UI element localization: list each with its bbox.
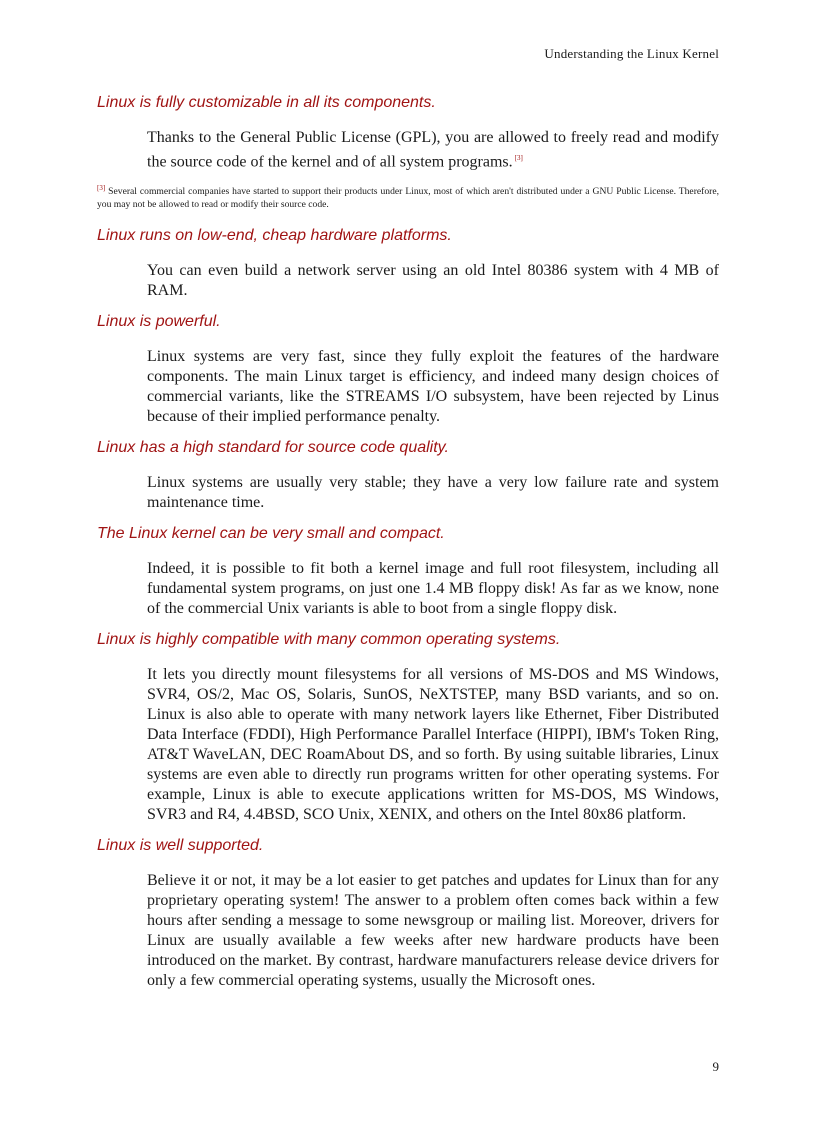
section-compatible — [97, 629, 719, 825]
footnote — [97, 182, 719, 210]
section-body: Indeed, it is possible to fit both a kernel image and full root filesystem, including all fundamental system programs, on just one 1.4 MB floppy disk! As far as we know, none of the commercial Unix variants is able to boot from a single floppy disk. — [147, 559, 719, 617]
section-heading: Linux is powerful. — [97, 312, 221, 330]
footnote-ref-link[interactable]: [3] — [514, 154, 523, 162]
section-body: Linux systems are very fast, since they fully exploit the features of the hardware components. The main Linux target is efficiency, and indeed many design choices of commercial variants, like the STREAMS I/O subsystem, have been rejected by Linus because of their implied performance penalty. — [147, 347, 719, 425]
section-body — [147, 128, 719, 172]
section-well-supported — [97, 835, 719, 991]
footnote-mark: [3] — [97, 184, 106, 193]
section-heading: Linux is fully customizable in all its components. — [97, 94, 436, 111]
section-heading: Linux runs on low-end, cheap hardware platforms. — [97, 226, 452, 244]
section-body: Linux systems are usually very stable; they have a very low failure rate and system maintenance time. — [147, 473, 719, 511]
section-powerful — [97, 311, 719, 427]
section-body-text: Thanks to the General Public License (GPL), you are allowed to freely read and modify the source code of the kernel and of all system programs. — [147, 129, 719, 171]
section-heading: Linux is highly compatible with many common operating systems. — [97, 630, 561, 648]
section-code-quality — [97, 437, 719, 513]
section-low-end-hardware — [97, 225, 719, 301]
section-body: You can even build a network server using an old Intel 80386 system with 4 MB of RAM. — [147, 261, 719, 299]
section-heading: Linux is well supported. — [97, 836, 264, 854]
section-body: It lets you directly mount filesystems for all versions of MS-DOS and MS Windows, SVR4, OS/2, Mac OS, Solaris, SunOS, NeXTSTEP, many BSD variants, and so on. Linux is also able to operate with many network layers like Ethernet, Fiber Distributed Data Interface (FDDI), High Performance Parallel Interface (HIPPI), IBM's Token Ring, AT&T WaveLAN, DEC RoamAbout DS, and so forth. By using suitable libraries, Linux systems are even able to directly run programs written for other operating systems. For example, Linux is able to execute applications written for MS-DOS, MS Windows, SVR3 and R4, 4.4BSD, SCO Unix, XENIX, and others on the Intel 80x86 platform. — [147, 665, 719, 823]
section-heading: The Linux kernel can be very small and compact. — [97, 524, 445, 542]
page-number: 9 — [712, 1059, 719, 1074]
section-small-compact — [97, 523, 719, 619]
section-heading: Linux has a high standard for source code quality. — [97, 438, 449, 456]
page-content — [97, 92, 719, 1001]
running-header: Understanding the Linux Kernel — [544, 46, 719, 61]
section-customizable — [97, 92, 719, 172]
section-body: Believe it or not, it may be a lot easier to get patches and updates for Linux than for any proprietary operating system! The answer to a problem often comes back within a few hours after sending a message to some newsgroup or mailing list. Moreover, drivers for Linux are usually available a few weeks after new hardware products have been introduced on the market. By contrast, hardware manufacturers release device drivers for only a few commercial operating systems, usually the Microsoft ones. — [147, 871, 719, 989]
footnote-text: Several commercial companies have started to support their products under Linux, most of which aren't distributed under a GNU Public License. Therefore, you may not be allowed to read or modify their source code. — [97, 186, 719, 210]
